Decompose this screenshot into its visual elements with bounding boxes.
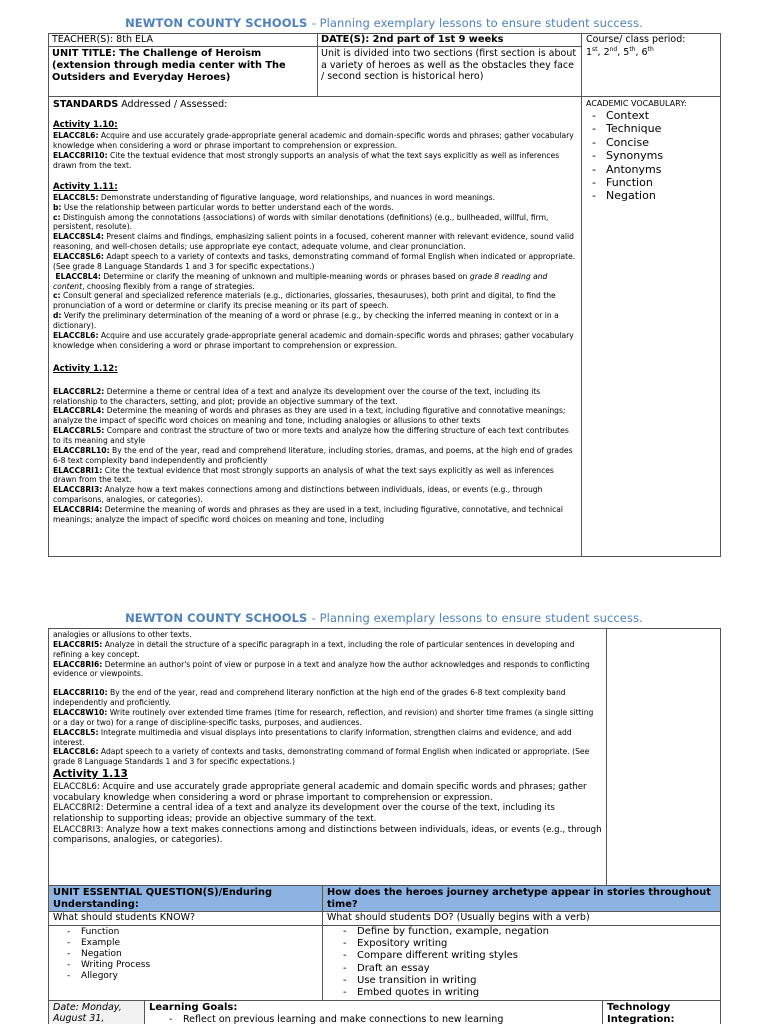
do-item: - Draft an essay: [337, 963, 720, 975]
org-tagline: - Planning exemplary lessons to ensure student success.: [311, 16, 643, 30]
learning-goals-label: Learning Goals:: [149, 1002, 238, 1013]
unit-description-cell: Unit is divided into two sections (first section is about a variety of heroes as well as the obstacles they face / second section is historical hero): [318, 47, 582, 97]
teacher-cell: TEACHER(S): 8th ELA: [49, 34, 318, 47]
vocabulary-continued-cell: [607, 629, 720, 886]
activity-1-13-body: ELACC8L6: Acquire and use accurately grade appropriate general academic and domain specific words and phrases; gather vocabulary knowledge when considering a word or phrase important to comprehension or expression. ELACC8RI2: Determine a central idea of a text and analyze its development over the course of the text, including its relationship to supporting ideas; provide an objective summary of the text. ELACC8RI3: Analyze how a text makes connections among and distinctions between individuals, ideas, or events (e.g., through comparisons, analogies, or categories).: [53, 781, 602, 846]
do-list-cell: [323, 926, 720, 1001]
essential-question-label: UNIT ESSENTIAL QUESTION(S)/Enduring Understanding:: [49, 886, 323, 912]
lesson-date: Date: Monday, August 31,: [49, 1001, 145, 1024]
know-item: - Function: [61, 927, 322, 938]
learning-goal-item: - Reflect on previous learning and make connections to new learning: [163, 1014, 598, 1024]
vocab-item: - Concise: [586, 136, 716, 149]
vocabulary-list: [586, 109, 716, 203]
vocab-item: - Context: [586, 109, 716, 122]
unit-title-cell: UNIT TITLE: The Challenge of Heroism (extension through media center with The Outsiders and Everyday Heroes): [49, 47, 318, 97]
standards-label: STANDARDS: [53, 99, 119, 110]
know-list-cell: [49, 926, 323, 1001]
standards-continued-cell: analogies or allusions to other texts. ELACC8RI5: Analyze in detail the structure of a specific paragraph in a text, including the role of particular sentences in developing and refining a key concept. ELACC8RI6: Determine an author's point of view or purpose in a text and analyze how the author acknowledges and responds to conflicting evidence or viewpoints. ELACC8RI10: By the end of the year, read and comprehend literary nonfiction at the high end of the grades 6-8 text complexity band independently and proficiently. ELACC8W10: Write routinely over extended time frames (time for research, reflection, and revision) and shorter time frames (a single sitting or a day or two) for a range of discipline-specific tasks, purposes, and audiences. ELACC8L5: Integrate multimedia and visual displays into presentations to clarify information, strengthen claims and evidence, and add interest. ELACC8L6: Adapt speech to a variety of contexts and tasks, demonstrating command of formal English when indicated or appropriate. (See grade 8 Language Standards 1 and 3 for specific expectations.) Activity 1.13 ELACC8L6: Acquire and use accurately grade appropriate general academic and domain specific words and phrases; gather vocabulary knowledge when considering a word or phrase important to comprehension or expression. ELACC8RI2: Determine a central idea of a text and analyze its development over the course of the text, including its relationship to supporting ideas; provide an objective summary of the text. ELACC8RI3: Analyze how a text makes connections among and distinctions between individuals, ideas, or events (e.g., through comparisons, analogies, or categories).: [49, 629, 607, 886]
vocabulary-label: ACADEMIC VOCABULARY:: [586, 99, 687, 108]
vocab-item: - Technique: [586, 122, 716, 135]
do-item: - Use transition in writing: [337, 975, 720, 987]
know-header: What should students KNOW?: [49, 912, 323, 926]
planning-table-1: [48, 33, 721, 557]
org-tagline: - Planning exemplary lessons to ensure student success.: [311, 611, 643, 625]
vocab-item: - Negation: [586, 189, 716, 202]
essential-question: How does the heroes journey archetype appear in stories throughout time?: [323, 886, 720, 912]
activity-1-10: Activity 1.10: ELACC8L6: Acquire and use accurately grade-appropriate general academic and domain-specific words and phrases; gather vocabulary knowledge when considering a word or phrase important to comprehension or expression. ELACC8RI10: Cite the textual evidence that most strongly supports an analysis of what the text says explicitly as well as inferences drawn from the text.: [53, 120, 574, 170]
vocab-item: - Synonyms: [586, 149, 716, 162]
do-item: - Compare different writing styles: [337, 950, 720, 962]
technology-integration-cell: Technology Integration:: [607, 1002, 675, 1024]
know-item: - Negation: [61, 949, 322, 960]
learning-goals-cell: [145, 1001, 603, 1024]
vocab-item: - Function: [586, 176, 716, 189]
activity-1-13-title: Activity 1.13: [53, 768, 128, 781]
page-header-2: [0, 611, 768, 625]
vocabulary-cell: [582, 97, 720, 557]
page-header: [0, 16, 768, 30]
do-item: - Define by function, example, negation: [337, 926, 720, 938]
know-list: [49, 927, 322, 982]
do-item: - Embed quotes in writing: [337, 987, 720, 999]
know-item: - Allegory: [61, 971, 322, 982]
standards-sub: Addressed / Assessed:: [121, 99, 228, 110]
know-item: - Writing Process: [61, 960, 322, 971]
do-header: What should students DO? (Usually begins with a verb): [323, 912, 720, 926]
activity-1-12: Activity 1.12: ELACC8RL2: Determine a theme or central idea of a text and analyze its development over the course of the text, including its relationship to the characters, setting, and plot; provide an objective summary of the text. ELACC8RL4: Determine the meaning of words and phrases as they are used in a text, including figurative and connotative meanings; analyze the impact of specific word choices on meaning and tone, including analogies or allusions to other texts ELACC8RL5: Compare and contrast the structure of two or more texts and analyze how the differing structure of each text contributes to its meaning and style ELACC8RL10: By the end of the year, read and comprehend literature, including stories, dramas, and poems, at the high end of grades 6-8 text complexity band independently and proficiently ELACC8RI1: Cite the textual evidence that most strongly supports an analysis of what the text says explicitly as well as inferences drawn from the text. ELACC8RI3: Analyze how a text makes connections among and distinctions between individuals, ideas, or events (e.g., through comparisons, analogies, or categories). ELACC8RI4: Determine the meaning of words and phrases as they are used in a text, including figurative, connotative, and technical meanings; analyze the impact of specific word choices on meaning and tone, including: [53, 363, 573, 524]
standards-cell: [49, 97, 582, 557]
do-list: [323, 926, 720, 999]
vocab-item: - Antonyms: [586, 163, 716, 176]
org-name: NEWTON COUNTY SCHOOLS: [125, 611, 308, 625]
activity-1-11: Activity 1.11: ELACC8L5: Demonstrate understanding of figurative language, word relationships, and nuances in word meanings. b: Use the relationship between particular words to better understand each of the words. c: Distinguish among the connotations (associations) of words with similar denotations (definitions) (e.g., bullheaded, willful, firm, persistent, resolute). ELACC8SL4: Present claims and findings, emphasizing salient points in a focused, coherent manner with relevant evidence, sound valid reasoning, and well-chosen details; use appropriate eye contact, adequate volume, and clear pronunciation. ELACC8SL6: Adapt speech to a variety of contexts and tasks, demonstrating command of formal English when indicated or appropriate. (See grade 8 Language Standards 1 and 3 for specific expectations.) ELACC8L4: Determine or clarify the meaning of unknown and multiple-meaning words or phrases based on grade 8 reading and content, choosing flexibly from a range of strategies. c: Consult general and specialized reference materials (e.g., dictionaries, glossaries, thesauruses), both print and digital, to find the pronunciation of a word or determine or clarify its precise meaning or its part of speech. d: Verify the preliminary determination of the meaning of a word or phrase (e.g., by checking the inferred meaning in context or in a dictionary). ELACC8L6: Acquire and use accurately grade-appropriate general academic and domain-specific words and phrases; gather vocabulary knowledge when considering a word or phrase important to comprehension or expression.: [53, 181, 576, 350]
do-item: - Expository writing: [337, 938, 720, 950]
org-name: NEWTON COUNTY SCHOOLS: [125, 16, 308, 30]
know-item: - Example: [61, 938, 322, 949]
course-cell: Course/ class period: 1st, 2nd, 5th, 6th: [582, 34, 720, 97]
class-periods: 1st, 2nd, 5th, 6th: [586, 46, 654, 59]
planning-table-2: [48, 628, 721, 1024]
dates-cell: DATE(S): 2nd part of 1st 9 weeks: [318, 34, 582, 47]
